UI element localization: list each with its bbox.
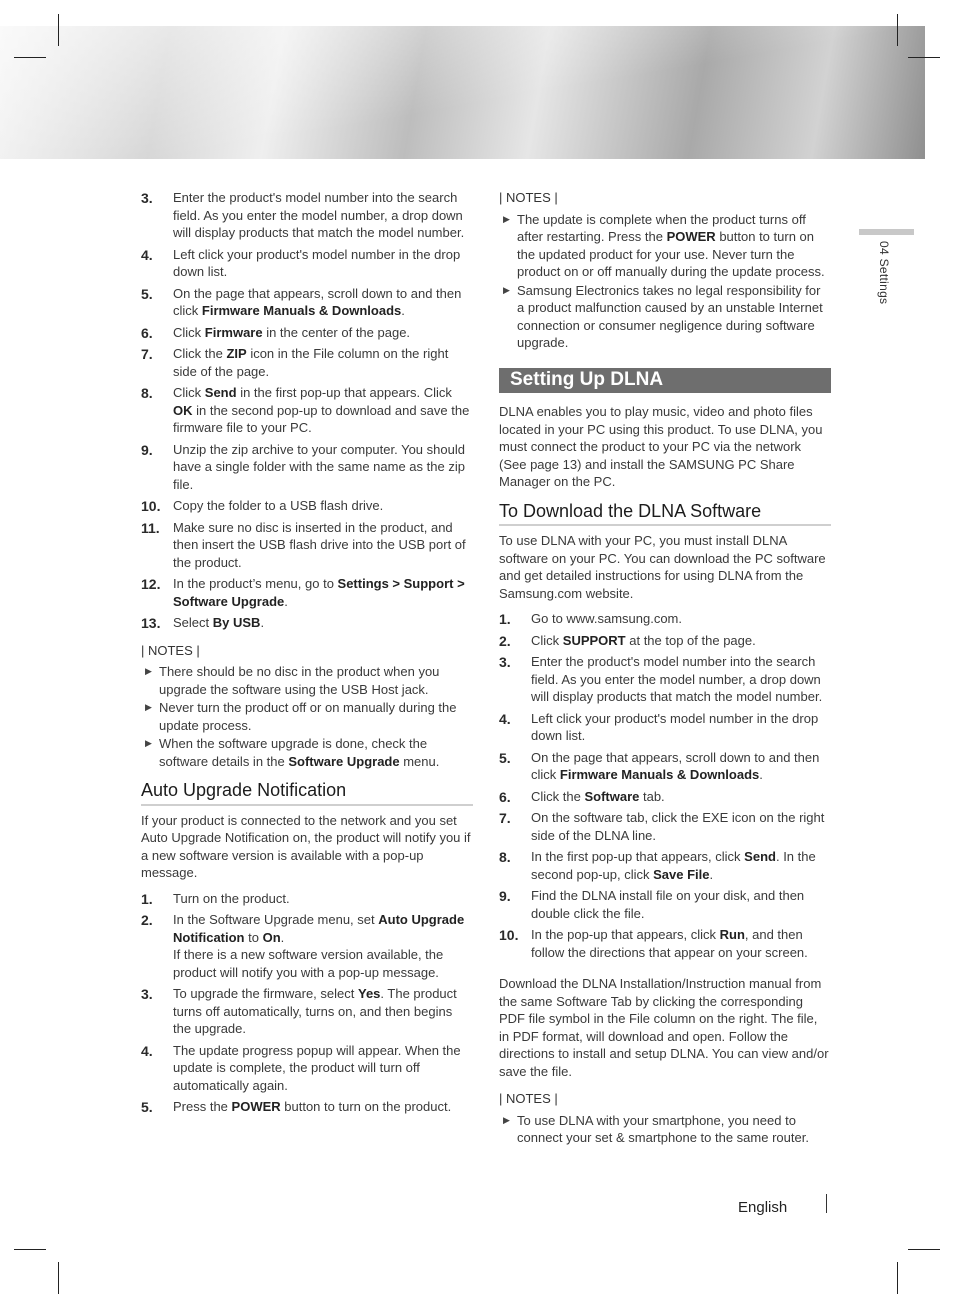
step-number: 3.: [141, 190, 153, 206]
step-text: On the page that appears, scroll down to and then click Firmware Manuals & Downloads.: [173, 285, 462, 318]
chapter-tab-marker: [859, 229, 914, 235]
dlna-steps-list: [499, 610, 831, 961]
step-item: [141, 1098, 473, 1116]
download-intro: To use DLNA with your PC, you must install DLNA software on your PC. You can download the PC software and get detailed instructions for using DLNA from the Samsung.com website.: [499, 533, 826, 601]
header-banner: [0, 26, 925, 159]
step-text: In the Software Upgrade menu, set Auto Upgrade Notification to On. If there is a new software version available, the product will notify you with a pop-up message.: [173, 912, 465, 980]
firmware-steps-list: [141, 189, 473, 632]
step-number: 5.: [499, 749, 511, 766]
step-item: [141, 497, 473, 515]
step-item: [141, 285, 473, 320]
notes-label: | NOTES |: [141, 642, 200, 658]
step-text: Copy the folder to a USB flash drive.: [173, 498, 384, 513]
step-text: In the pop-up that appears, click Run, and then follow the directions that appear on your screen.: [531, 927, 808, 960]
step-item: [141, 189, 473, 242]
step-text: Go to www.samsung.com.: [531, 611, 682, 626]
step-text: Make sure no disc is inserted in the product, and then insert the USB flash drive into the USB port of the product.: [173, 519, 466, 570]
step-text: Click the ZIP icon in the File column on the right side of the page.: [173, 346, 449, 379]
crop-mark: [908, 1249, 940, 1250]
note-item: [499, 211, 831, 281]
auto-upgrade-intro: If your product is connected to the network and you set Auto Upgrade Notification on, the product will notify you if a new software version is available with a pop-up message.: [141, 812, 471, 880]
step-item: [141, 985, 473, 1038]
step-item: [499, 632, 831, 650]
note-item: [499, 282, 831, 352]
step-text: Find the DLNA install file on your disk, and then double click the file.: [531, 888, 805, 921]
bullet-arrow-icon: ▶: [145, 702, 152, 712]
note-text: Never turn the product off or on manually during the update process.: [159, 700, 457, 733]
step-number: 12.: [141, 576, 161, 592]
step-item: [499, 788, 831, 806]
step-number: 9.: [141, 441, 153, 458]
step-number: 5.: [141, 1099, 153, 1115]
step-item: [141, 384, 473, 437]
note-item: [141, 699, 473, 734]
setting-up-dlna-heading: Setting Up DLNA: [499, 368, 831, 394]
step-text: Click SUPPORT at the top of the page.: [531, 632, 756, 648]
step-number: 7.: [499, 810, 511, 826]
step-text: Click Send in the first pop-up that appears. Click OK in the second pop-up to download and save the firmware file to your PC.: [173, 385, 470, 435]
step-text: Left click your product's model number in the drop down list.: [173, 246, 461, 279]
step-item: [499, 848, 831, 883]
step-text: Click Firmware in the center of the page.: [173, 324, 411, 340]
step-text: Enter the product's model number into the search field. As you enter the model number, a drop down will display products that match the model number.: [173, 190, 465, 240]
step-number: 8.: [499, 849, 511, 865]
step-number: 6.: [499, 788, 511, 805]
step-item: [141, 324, 473, 342]
step-item: [499, 653, 831, 706]
bullet-arrow-icon: ▶: [145, 738, 152, 748]
step-item: [141, 345, 473, 380]
step-text: Press the POWER button to turn on the product.: [173, 1099, 452, 1114]
bullet-arrow-icon: ▶: [503, 284, 510, 295]
step-item: [141, 519, 473, 572]
step-item: [141, 890, 473, 908]
crop-mark: [58, 14, 59, 46]
step-item: [141, 614, 473, 632]
step-number: 7.: [141, 346, 153, 362]
step-item: [499, 887, 831, 922]
note-text: The update is complete when the product turns off after restarting. Press the POWER button to turn on the updated product for your use. Never turn the product on or off manually during the update process.: [517, 211, 825, 279]
step-item: [141, 441, 473, 494]
right-column: [499, 189, 831, 1148]
step-number: 4.: [141, 246, 153, 263]
step-item: [499, 710, 831, 745]
download-dlna-heading: To Download the DLNA Software: [499, 503, 831, 527]
step-text: Left click your product's model number in the drop down list.: [531, 710, 819, 743]
step-number: 4.: [141, 1042, 153, 1059]
step-number: 11.: [141, 519, 160, 536]
step-number: 4.: [499, 710, 511, 727]
notes-list: [499, 1112, 831, 1147]
footer-divider: [826, 1194, 827, 1213]
step-text: In the product’s menu, go to Settings > Support > Software Upgrade.: [173, 576, 465, 609]
step-text: The update progress popup will appear. When the update is complete, the product will turn off automatically again.: [173, 1042, 461, 1093]
step-number: 10.: [499, 927, 519, 943]
step-number: 8.: [141, 385, 153, 401]
crop-mark: [908, 57, 940, 58]
step-text: To upgrade the firmware, select Yes. The product turns off automatically, turns on, and then begins the upgrade.: [173, 986, 457, 1036]
dlna-intro: DLNA enables you to play music, video and photo files located in your PC using this product. To use DLNA, you must connect the product to your PC via the network (See page 13) and install the SAMSUNG PC Share Manager on the PC.: [499, 404, 823, 489]
step-number: 5.: [141, 285, 153, 302]
auto-upgrade-steps-list: [141, 890, 473, 1116]
step-text: Enter the product's model number into the search field. As you enter the model number, a drop down will display products that match the model number.: [531, 654, 823, 704]
step-text: Select By USB.: [173, 615, 265, 630]
step-number: 3.: [499, 654, 511, 670]
crop-mark: [897, 14, 898, 46]
note-item: [141, 663, 473, 698]
crop-mark: [897, 1262, 898, 1294]
step-item: [141, 246, 473, 281]
step-item: [141, 911, 473, 981]
manual-text: Download the DLNA Installation/Instruction manual from the same Software Tab by clicking the corresponding PDF file symbol in the File column on the right. The file, in PDF format, will download and open. Follow the directions to install and setup DLNA. You can view and/or save the file.: [499, 976, 829, 1079]
step-item: [141, 575, 473, 610]
step-text: In the first pop-up that appears, click Send. In the second pop-up, click Save File.: [531, 849, 816, 882]
step-text: Turn on the product.: [173, 890, 290, 906]
left-column: [141, 189, 473, 1120]
step-text: Unzip the zip archive to your computer. You should have a single folder with the same name as the zip file.: [173, 441, 465, 492]
step-text: On the software tab, click the EXE icon on the right side of the DLNA line.: [531, 810, 825, 843]
step-item: [499, 749, 831, 784]
note-text: Samsung Electronics takes no legal responsibility for a product malfunction caused by an unstable Internet connection or consumer negligence during software upgrade.: [517, 282, 823, 350]
step-text: Click the Software tab.: [531, 788, 665, 804]
step-number: 1.: [499, 611, 511, 627]
note-item: [499, 1112, 831, 1147]
notes-list: [499, 211, 831, 352]
bullet-arrow-icon: ▶: [145, 666, 152, 676]
crop-mark: [14, 57, 46, 58]
step-item: [141, 1042, 473, 1095]
crop-mark: [58, 1262, 59, 1294]
crop-mark: [14, 1249, 46, 1250]
note-item: [141, 735, 473, 770]
step-number: 2.: [499, 632, 511, 649]
step-number: 1.: [141, 890, 153, 907]
note-text: When the software upgrade is done, check the software details in the Software Upgrade menu.: [159, 736, 440, 769]
step-item: [499, 926, 831, 961]
step-text: On the page that appears, scroll down to and then click Firmware Manuals & Downloads.: [531, 749, 820, 782]
step-number: 2.: [141, 912, 153, 928]
bullet-arrow-icon: ▶: [503, 1114, 510, 1125]
chapter-tab-label: 04 Settings: [877, 241, 891, 305]
step-number: 3.: [141, 986, 153, 1002]
step-item: [499, 809, 831, 844]
notes-label: | NOTES |: [499, 190, 558, 205]
note-text: There should be no disc in the product when you upgrade the software using the USB Host jack.: [159, 664, 440, 697]
step-number: 13.: [141, 615, 161, 631]
footer-language: English: [738, 1199, 788, 1216]
step-number: 10.: [141, 498, 161, 514]
step-number: 6.: [141, 324, 153, 341]
note-text: To use DLNA with your smartphone, you need to connect your set & smartphone to the same router.: [517, 1112, 809, 1145]
notes-label: | NOTES |: [499, 1091, 558, 1106]
bullet-arrow-icon: ▶: [503, 213, 510, 224]
auto-upgrade-heading: Auto Upgrade Notification: [141, 782, 473, 806]
notes-list: [141, 663, 473, 770]
step-item: [499, 610, 831, 628]
step-number: 9.: [499, 888, 511, 904]
